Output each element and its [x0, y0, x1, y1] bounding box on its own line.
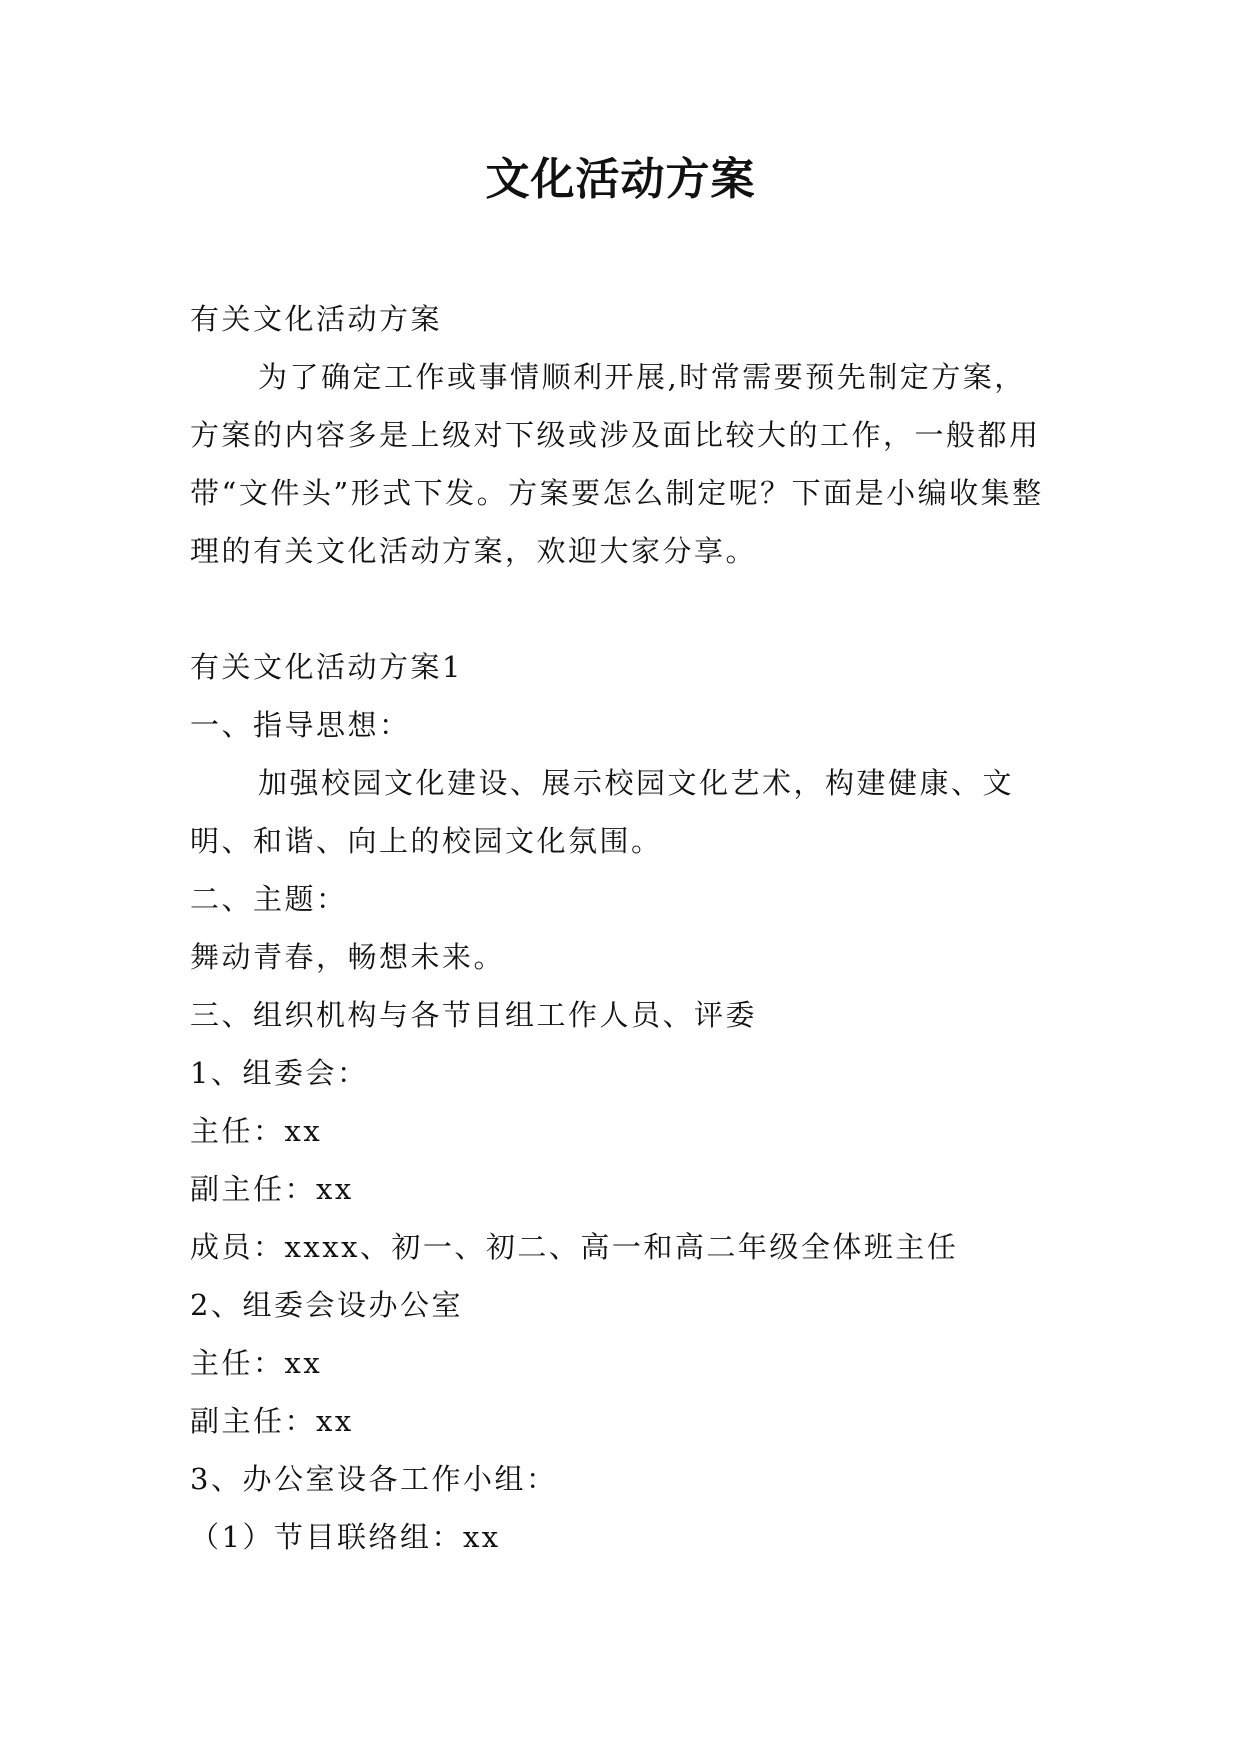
office-director: 主任：xx [190, 1346, 323, 1380]
theme-text: 舞动青春，畅想未来。 [190, 940, 506, 974]
working-groups-heading: 3、办公室设各工作小组： [190, 1462, 558, 1496]
intro-paragraph: 为了确定工作或事情顺利开展,时常需要预先制定方案，方案的内容多是上级对下级或涉及面比较大的工作，一般都用带“文件头”形式下发。方案要怎么制定呢？下面是小编收集整理的有关文化活动方案，欢迎大家分享。 [190, 360, 1044, 568]
office-heading: 2、组委会设办公室 [190, 1288, 463, 1322]
guiding-ideology-text: 加强校园文化建设、展示校园文化艺术，构建健康、文明、和谐、向上的校园文化氛围。 [190, 766, 1015, 858]
document-title: 文化活动方案 [485, 154, 756, 205]
document-body [190, 290, 1054, 1566]
program-liaison-group: （1）节目联络组：xx [190, 1520, 501, 1554]
committee-deputy-director: 副主任：xx [190, 1172, 354, 1206]
heading-organization: 三、组织机构与各节目组工作人员、评委 [190, 998, 758, 1032]
office-deputy-director: 副主任：xx [190, 1404, 354, 1438]
intro-heading: 有关文化活动方案 [190, 302, 443, 336]
committee-director: 主任：xx [190, 1114, 323, 1148]
section-heading: 有关文化活动方案1 [190, 650, 463, 684]
org-committee-heading: 1、组委会： [190, 1056, 369, 1090]
committee-members: 成员：xxxx、初一、初二、高一和高二年级全体班主任 [190, 1230, 959, 1264]
section-gap [190, 580, 1054, 638]
heading-theme: 二、主题： [190, 882, 348, 916]
heading-guiding-ideology: 一、指导思想： [190, 708, 411, 742]
